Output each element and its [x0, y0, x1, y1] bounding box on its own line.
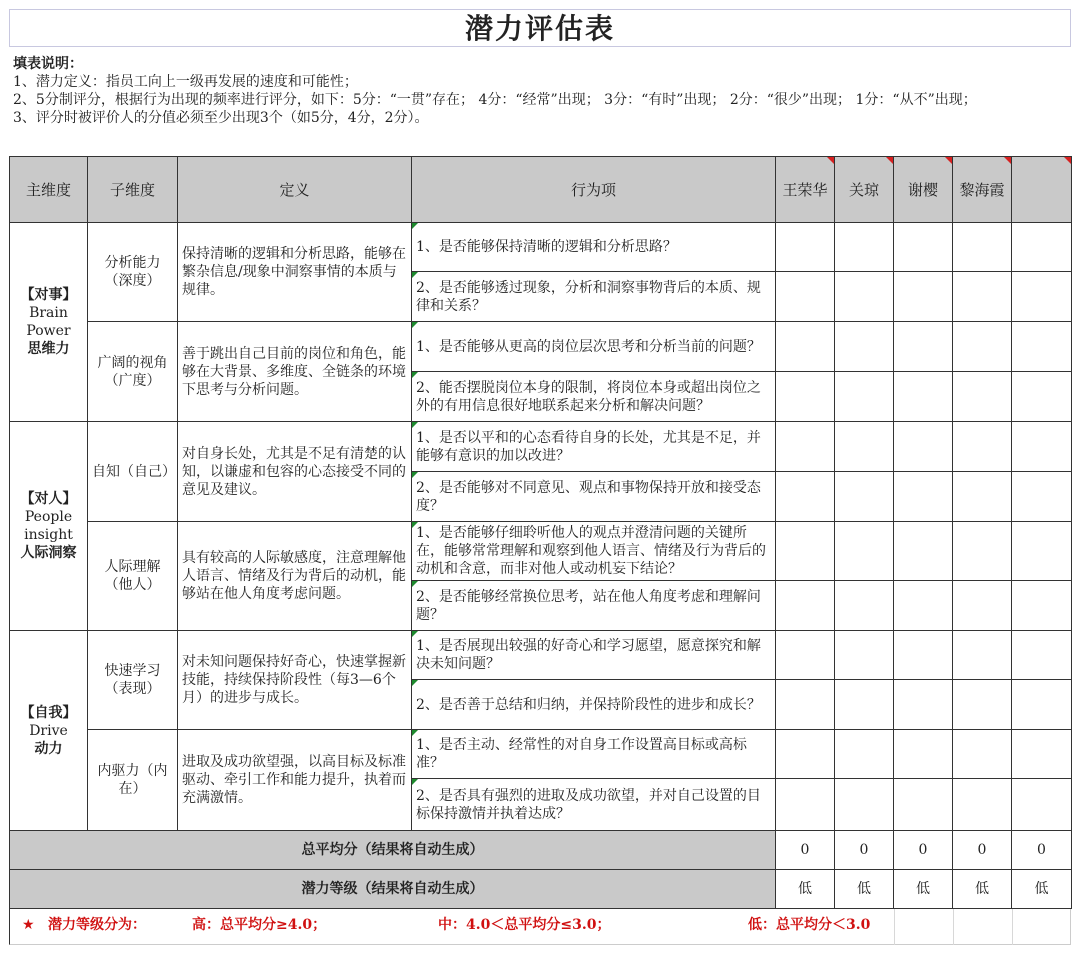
behavior-text: 2、能否摆脱岗位本身的限制，将岗位本身或超出岗位之外的有用信息很好地联系起来分析和解决问题？	[416, 379, 761, 414]
legend-mid: 中：4.0＜总平均分≤3.0；	[438, 917, 611, 933]
score-input-cell[interactable]	[1012, 372, 1072, 422]
person-name: 谢樱	[907, 180, 938, 199]
comment-marker[interactable]	[1064, 157, 1071, 164]
score-input-cell[interactable]	[835, 522, 894, 581]
score-input-cell[interactable]	[894, 472, 953, 522]
note-marker	[412, 779, 418, 785]
behavior-text: 1、是否以平和的心态看待自身的长处，尤其是不足，并能够有意识的加以改进？	[416, 429, 761, 464]
score-input-cell[interactable]	[776, 272, 835, 322]
star-icon: ★	[22, 917, 35, 933]
behavior-cell	[412, 522, 776, 581]
score-input-cell[interactable]	[894, 680, 953, 730]
score-input-cell[interactable]	[1012, 779, 1072, 831]
grade-value[interactable]: 低	[1012, 870, 1072, 909]
behavior-text: 1、是否能够从更高的岗位层次思考和分析当前的问题？	[416, 338, 761, 355]
comment-marker[interactable]	[1004, 157, 1011, 164]
header-behavior: 行为项	[412, 157, 776, 223]
main-dimension-tag: 【自我】	[20, 704, 77, 721]
behavior-cell	[412, 680, 776, 730]
header-person-5[interactable]	[1012, 157, 1072, 223]
table-row	[10, 422, 1072, 472]
main-dimension-cn: 思维力	[27, 341, 70, 357]
score-input-cell[interactable]	[776, 322, 835, 372]
behavior-cell	[412, 372, 776, 422]
average-value[interactable]: 0	[953, 831, 1012, 870]
grade-label: 潜力等级（结果将自动生成）	[10, 870, 776, 909]
behavior-cell	[412, 581, 776, 631]
note-marker	[412, 581, 418, 587]
score-input-cell[interactable]	[953, 581, 1012, 631]
score-input-cell[interactable]	[953, 272, 1012, 322]
person-name: 王荣华	[782, 180, 828, 199]
behavior-text: 1、是否展现出较强的好奇心和学习愿望，愿意探究和解决未知问题？	[416, 638, 761, 672]
legend-low: 低：总平均分＜3.0	[748, 917, 871, 933]
score-input-cell[interactable]	[953, 730, 1012, 779]
behavior-cell	[412, 422, 776, 472]
person-name: 关琼	[848, 180, 879, 199]
score-input-cell[interactable]	[1012, 581, 1072, 631]
behavior-text: 1、是否主动、经常性的对自身工作设置高目标或高标准？	[416, 737, 747, 771]
header-main-dimension: 主维度	[10, 157, 88, 223]
table-row	[10, 223, 1072, 272]
instruction-line-1: 1、潜力定义：指员工向上一级再发展的速度和可能性；	[13, 74, 358, 90]
instruction-line-2: 2、5分制评分，根据行为出现的频率进行评分，如下：5分：“一贯”存在； 4分：“经常”出现； 3分：“有时”出现； 2分：“很少”出现； 1分：“从不”出现；	[13, 92, 977, 108]
score-input-cell[interactable]	[1012, 322, 1072, 372]
sheet-title: 潜力评估表	[9, 9, 1071, 47]
score-input-cell[interactable]	[776, 779, 835, 831]
average-value[interactable]: 0	[776, 831, 835, 870]
note-marker	[412, 372, 418, 378]
note-marker	[412, 680, 418, 686]
table-row	[10, 322, 1072, 372]
behavior-cell	[412, 272, 776, 322]
comment-marker[interactable]	[827, 157, 834, 164]
main-dimension-cell	[10, 422, 88, 631]
definition-cell: 进取及成功欲望强，以高目标及标准驱动、牵引工作和能力提升，执着而充满激情。	[178, 730, 412, 831]
note-marker	[412, 472, 418, 478]
score-input-cell[interactable]	[1012, 223, 1072, 272]
score-input-cell[interactable]	[1012, 680, 1072, 730]
score-input-cell[interactable]	[835, 730, 894, 779]
sub-dimension-cell: 自知（自己）	[88, 422, 178, 522]
grade-legend	[9, 909, 1071, 945]
average-value[interactable]: 0	[835, 831, 894, 870]
header-person-4[interactable]	[953, 157, 1012, 223]
score-input-cell[interactable]	[835, 581, 894, 631]
behavior-cell	[412, 322, 776, 372]
table-row	[10, 631, 1072, 680]
score-input-cell[interactable]	[835, 631, 894, 680]
grade-value[interactable]: 低	[835, 870, 894, 909]
score-input-cell[interactable]	[894, 223, 953, 272]
table-body	[10, 223, 1072, 831]
header-person-2[interactable]	[835, 157, 894, 223]
header-sub-dimension: 子维度	[88, 157, 178, 223]
score-input-cell[interactable]	[1012, 472, 1072, 522]
behavior-text: 2、是否能够对不同意见、观点和事物保持开放和接受态度？	[416, 479, 761, 514]
score-input-cell[interactable]	[894, 422, 953, 472]
score-input-cell[interactable]	[894, 730, 953, 779]
score-input-cell[interactable]	[894, 322, 953, 372]
instructions-heading: 填表说明：	[13, 56, 83, 72]
score-input-cell[interactable]	[894, 272, 953, 322]
sub-dimension-cell: 快速学习（表现）	[88, 631, 178, 730]
score-input-cell[interactable]	[776, 372, 835, 422]
person-name: 黎海霞	[959, 180, 1005, 199]
note-marker	[412, 522, 418, 528]
main-dimension-en: Drive	[29, 722, 68, 739]
score-input-cell[interactable]	[776, 680, 835, 730]
score-input-cell[interactable]	[894, 631, 953, 680]
score-input-cell[interactable]	[1012, 631, 1072, 680]
behavior-text: 1、是否能够仔细聆听他人的观点并澄清问题的关键所在，能够常常理解和观察到他人语言、情绪及行为背后的动机和含意，而非对他人或动机妄下结论？	[416, 525, 766, 577]
main-dimension-cn: 人际洞察	[20, 545, 77, 561]
definition-cell: 对自身长处，尤其是不足有清楚的认知，以谦虚和包容的心态接受不同的意见及建议。	[178, 422, 412, 522]
score-input-cell[interactable]	[835, 472, 894, 522]
behavior-text: 2、是否具有强烈的进取及成功欲望，并对自己设置的目标保持激情并执着达成？	[416, 787, 761, 822]
score-input-cell[interactable]	[776, 472, 835, 522]
average-label: 总平均分（结果将自动生成）	[10, 831, 776, 870]
score-input-cell[interactable]	[953, 372, 1012, 422]
sub-dimension-cell: 内驱力（内在）	[88, 730, 178, 831]
score-input-cell[interactable]	[1012, 422, 1072, 472]
score-input-cell[interactable]	[776, 581, 835, 631]
score-input-cell[interactable]	[953, 422, 1012, 472]
behavior-text: 2、是否能够经常换位思考，站在他人角度考虑和理解问题？	[416, 588, 761, 623]
instruction-line-3: 3、评分时被评价人的分值必须至少出现3个（如5分，4分，2分）。	[13, 110, 429, 126]
score-input-cell[interactable]	[953, 680, 1012, 730]
main-dimension-en: People insight	[24, 509, 73, 543]
evaluation-table	[9, 156, 1072, 909]
note-marker	[412, 730, 418, 736]
behavior-cell	[412, 779, 776, 831]
grade-value[interactable]: 低	[894, 870, 953, 909]
sub-dimension-cell: 广阔的视角（广度）	[88, 322, 178, 422]
score-input-cell[interactable]	[835, 779, 894, 831]
behavior-text: 2、是否能够透过现象，分析和洞察事物背后的本质、规律和关系？	[416, 279, 761, 314]
score-input-cell[interactable]	[776, 730, 835, 779]
note-marker	[412, 272, 418, 278]
score-input-cell[interactable]	[835, 680, 894, 730]
header-person-1[interactable]	[776, 157, 835, 223]
score-input-cell[interactable]	[835, 372, 894, 422]
sub-dimension-cell: 分析能力（深度）	[88, 223, 178, 322]
header-definition: 定义	[178, 157, 412, 223]
main-dimension-cell	[10, 631, 88, 831]
main-dimension-cell	[10, 223, 88, 422]
comment-marker[interactable]	[886, 157, 893, 164]
score-input-cell[interactable]	[1012, 730, 1072, 779]
legend-label: 潜力等级分为：	[48, 917, 146, 933]
comment-marker[interactable]	[945, 157, 952, 164]
score-input-cell[interactable]	[776, 223, 835, 272]
grade-row	[10, 870, 1072, 909]
grade-value[interactable]: 低	[953, 870, 1012, 909]
empty-cell	[953, 909, 954, 945]
empty-cell	[894, 909, 895, 945]
score-input-cell[interactable]	[953, 322, 1012, 372]
score-input-cell[interactable]	[776, 422, 835, 472]
score-input-cell[interactable]	[776, 522, 835, 581]
score-input-cell[interactable]	[1012, 272, 1072, 322]
score-input-cell[interactable]	[1012, 522, 1072, 581]
behavior-cell	[412, 730, 776, 779]
header-person-3[interactable]	[894, 157, 953, 223]
score-input-cell[interactable]	[835, 322, 894, 372]
note-marker	[412, 631, 418, 637]
score-input-cell[interactable]	[835, 223, 894, 272]
average-value[interactable]: 0	[1012, 831, 1072, 870]
sub-dimension-cell: 人际理解（他人）	[88, 522, 178, 631]
header-row	[10, 157, 1072, 223]
evaluation-sheet	[9, 9, 1071, 945]
grade-value[interactable]: 低	[776, 870, 835, 909]
behavior-cell	[412, 631, 776, 680]
behavior-text: 2、是否善于总结和归纳，并保持阶段性的进步和成长？	[416, 696, 761, 713]
definition-cell: 具有较高的人际敏感度，注意理解他人语言、情绪及行为背后的动机，能够站在他人角度考虑问题。	[178, 522, 412, 631]
note-marker	[412, 422, 418, 428]
behavior-cell	[412, 223, 776, 272]
score-input-cell[interactable]	[835, 422, 894, 472]
note-marker	[412, 322, 418, 328]
score-input-cell[interactable]	[894, 581, 953, 631]
score-input-cell[interactable]	[953, 472, 1012, 522]
instructions	[13, 55, 1063, 127]
main-dimension-en: Brain Power	[26, 305, 71, 339]
main-dimension-cn: 动力	[34, 740, 63, 757]
empty-cell	[1012, 909, 1013, 945]
main-dimension-tag: 【对事】	[20, 287, 77, 303]
score-input-cell[interactable]	[953, 779, 1012, 831]
behavior-cell	[412, 472, 776, 522]
score-input-cell[interactable]	[953, 631, 1012, 680]
legend-high: 高：总平均分≥4.0；	[192, 917, 327, 933]
score-input-cell[interactable]	[894, 372, 953, 422]
definition-cell: 保持清晰的逻辑和分析思路，能够在繁杂信息/现象中洞察事情的本质与规律。	[178, 223, 412, 322]
average-row	[10, 831, 1072, 870]
average-value[interactable]: 0	[894, 831, 953, 870]
score-input-cell[interactable]	[776, 631, 835, 680]
score-input-cell[interactable]	[835, 272, 894, 322]
main-dimension-tag: 【对人】	[20, 491, 77, 507]
score-input-cell[interactable]	[894, 522, 953, 581]
score-input-cell[interactable]	[953, 223, 1012, 272]
definition-cell: 善于跳出自己目前的岗位和角色，能够在大背景、多维度、全链条的环境下思考与分析问题。	[178, 322, 412, 422]
table-row	[10, 522, 1072, 581]
score-input-cell[interactable]	[894, 779, 953, 831]
table-row	[10, 730, 1072, 779]
score-input-cell[interactable]	[953, 522, 1012, 581]
definition-cell: 对未知问题保持好奇心，快速掌握新技能，持续保持阶段性（每3—6个月）的进步与成长。	[178, 631, 412, 730]
behavior-text: 1、是否能够保持清晰的逻辑和分析思路？	[416, 239, 677, 255]
note-marker	[412, 223, 418, 229]
